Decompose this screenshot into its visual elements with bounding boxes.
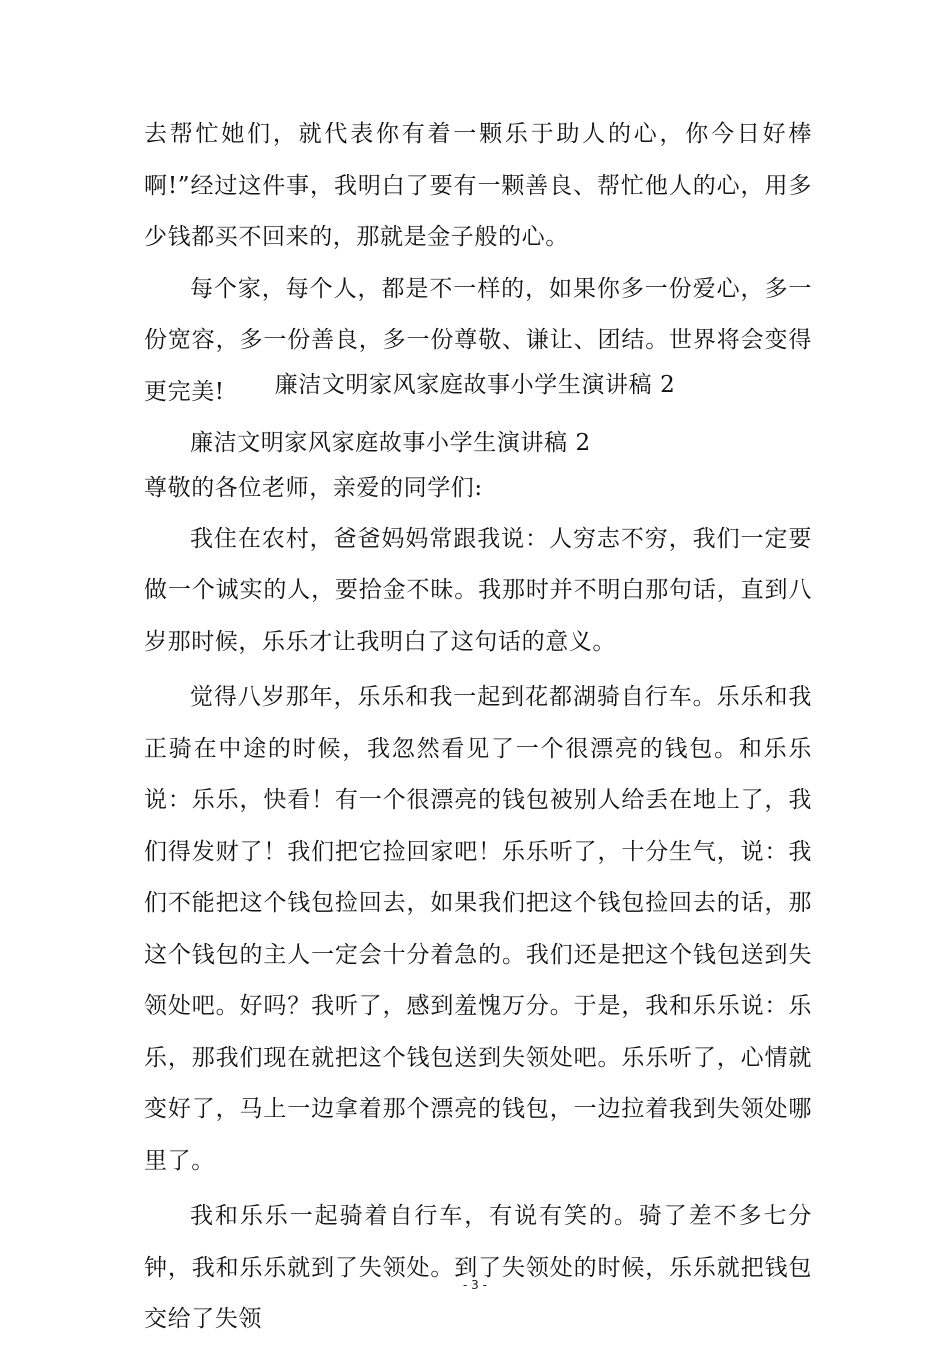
speech-subtitle: 廉洁文明家风家庭故事小学生演讲稿 2 — [190, 430, 591, 456]
speech-greeting: 尊敬的各位老师，亲爱的同学们: — [144, 474, 483, 501]
speech-section — [144, 418, 812, 1346]
page-number: - 3 - — [463, 1278, 487, 1292]
intro-paragraph-continued: 去帮忙她们，就代表你有着一颗乐于助人的心，你今日好棒啊!”经过这件事，我明白了要有一颗善良、帮忙他人的心，用多少钱都买不回来的，那就是金子般的心。 — [144, 121, 812, 250]
body-paragraph-3: 我和乐乐一起骑着自行车，有说有笑的。骑了差不多七分钟，我和乐乐就到了失领处。到了失领处的时候，乐乐就把钱包交给了失领 — [144, 1203, 812, 1332]
body-paragraph-1: 我住在农村，爸爸妈妈常跟我说：人穷志不穷，我们一定要做一个诚实的人，要拾金不昧。我那时并不明白那句话，直到八岁那时候，乐乐才让我明白了这句话的意义。 — [144, 525, 812, 655]
intro-paragraph-closing: 每个家，每个人，都是不一样的，如果你多一份爱心，多一份宽容，多一份善良，多一份尊敬、谦让、团结。世界将会变得更完美! — [144, 275, 812, 405]
speech-title: 廉洁文明家风家庭故事小学生演讲稿 2 — [274, 372, 676, 398]
body-paragraph-2: 觉得八岁那年，乐乐和我一起到花都湖骑自行车。乐乐和我正骑在中途的时候，我忽然看见了一个很漂亮的钱包。和乐乐说：乐乐，快看！有一个很漂亮的钱包被别人给丢在地上了，我们得发财了！我们把它捡回家吧！乐乐听了，十分生气，说：我们不能把这个钱包捡回去，如果我们把这个钱包捡回去的话，那这个钱包的主人一定会十分着急的。我们还是把这个钱包送到失领处吧。好吗？我听了，感到羞愧万分。于是，我和乐乐说：乐乐，那我们现在就把这个钱包送到失领处吧。乐乐听了，心情就变好了，马上一边拿着那个漂亮的钱包，一边拉着我到失领处哪里了。 — [144, 684, 812, 1174]
